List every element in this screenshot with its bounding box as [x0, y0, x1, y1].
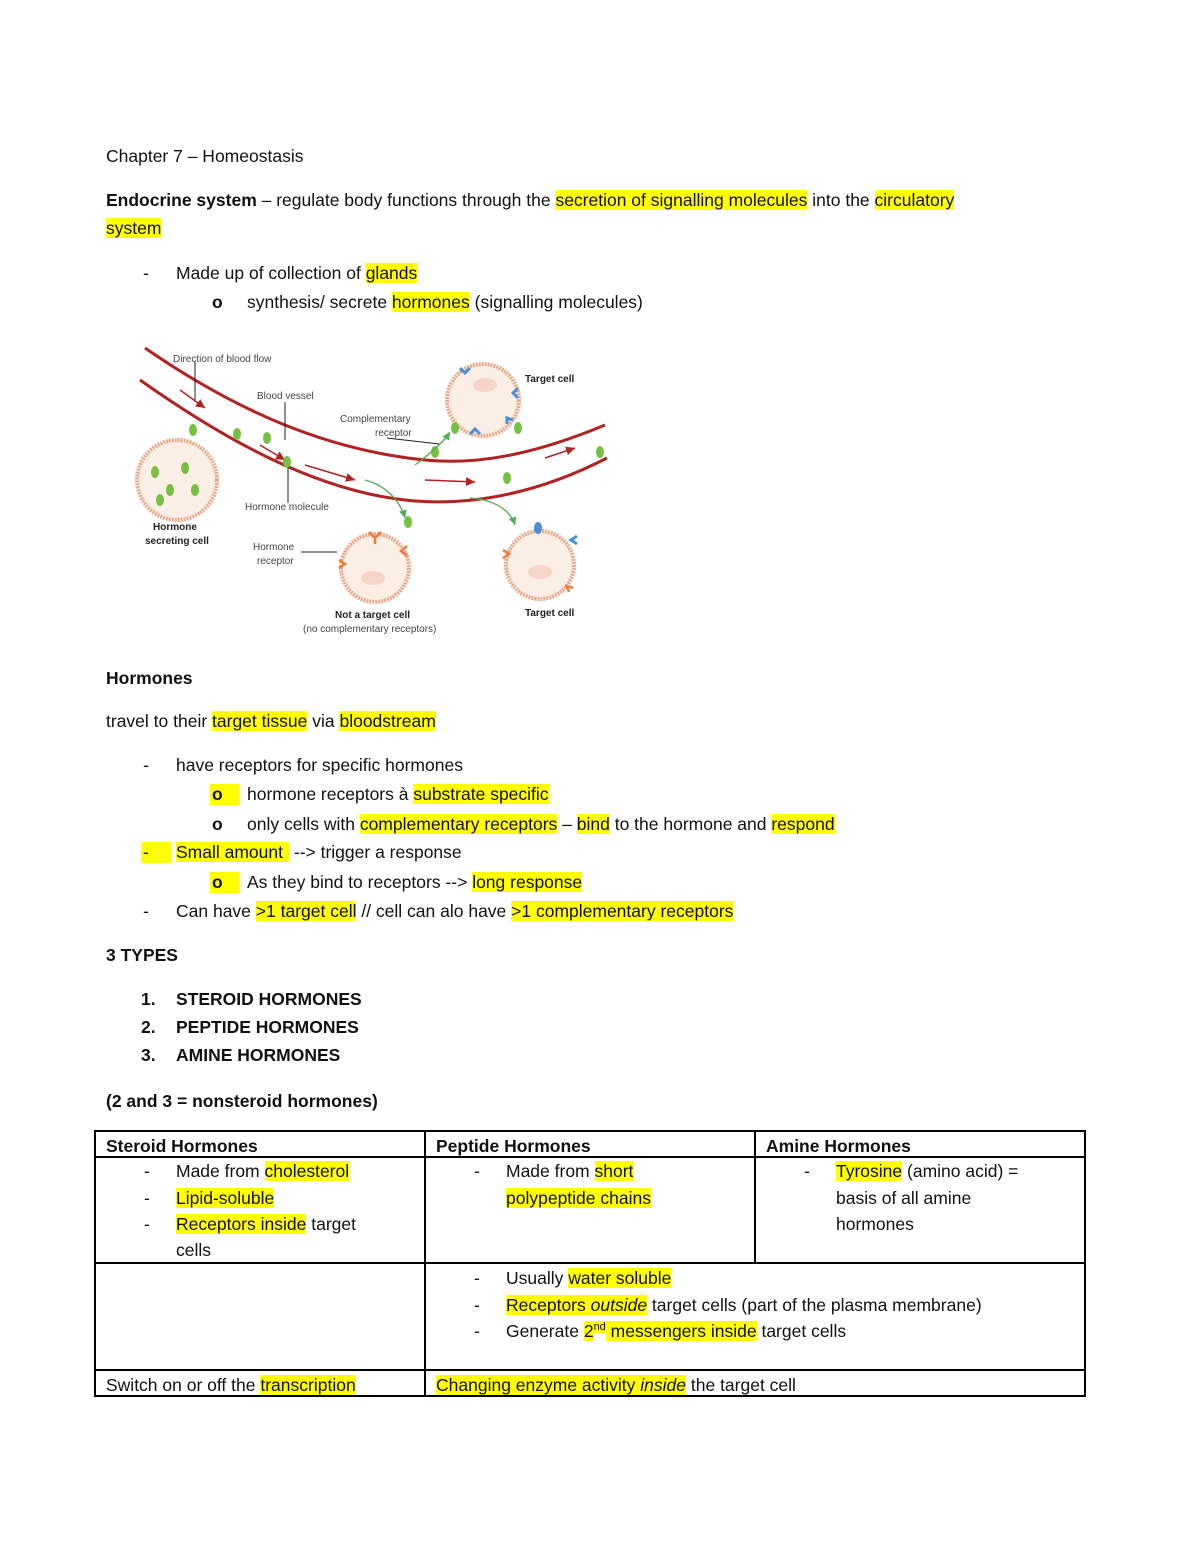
label-vessel: Blood vessel	[257, 391, 314, 402]
secrete-line: synthesis/ secrete hormones (signalling molecules)	[247, 292, 643, 312]
list-number: 1.	[141, 989, 156, 1009]
svg-text:receptor: receptor	[375, 428, 412, 439]
endocrine-definition-cont: system	[106, 218, 162, 238]
label-hormone-molecule: Hormone molecule	[245, 502, 329, 513]
header-peptide: Peptide Hormones	[425, 1131, 755, 1157]
types-heading: 3 TYPES	[106, 945, 178, 965]
small-amount-line: Small amount --> trigger a response	[176, 842, 462, 862]
label-receptor: Hormone	[253, 542, 295, 553]
cell-steroid-empty	[95, 1263, 425, 1370]
o-bullet: o	[212, 292, 223, 312]
list-item: AMINE HORMONES	[176, 1045, 341, 1065]
endocrine-term: Endocrine system	[106, 190, 257, 210]
receptors-line: have receptors for specific hormones	[176, 755, 463, 775]
hormone-secreting-cell	[137, 440, 217, 520]
endocrine-diagram	[125, 340, 615, 640]
list-item: PEPTIDE HORMONES	[176, 1017, 359, 1037]
list-number: 3.	[141, 1045, 156, 1065]
cell-peptide-props: - Made from short polypeptide chains	[425, 1157, 755, 1263]
endocrine-definition: Endocrine system – regulate body functions through the secretion of signalling molecules into the circulatory	[106, 190, 955, 210]
svg-text:receptor: receptor	[257, 556, 294, 567]
svg-text:secreting cell: secreting cell	[145, 536, 209, 547]
list-number: 2.	[141, 1017, 156, 1037]
table-row	[95, 1263, 1085, 1370]
complementary-line: only cells with complementary receptors – bind to the hormone and respond	[247, 814, 835, 834]
hormones-table	[94, 1130, 1086, 1397]
nonsteroid-note: (2 and 3 = nonsteroid hormones)	[106, 1091, 378, 1111]
header-steroid: Steroid Hormones	[95, 1131, 425, 1157]
label-direction: Direction of blood flow	[173, 354, 272, 365]
list-item: STEROID HORMONES	[176, 989, 362, 1009]
target-cell-line: Can have >1 target cell // cell can alo have >1 complementary receptors	[176, 901, 734, 921]
label-target-top: Target cell	[525, 374, 575, 385]
glands-line: Made up of collection of glands	[176, 263, 418, 283]
label-target-bottom: Target cell	[525, 608, 575, 619]
label-secreting-cell: Hormone	[153, 522, 197, 533]
dash-bullet: -	[143, 755, 149, 775]
label-comp-receptor: Complementary	[340, 414, 411, 425]
substrate-line: hormone receptors à substrate specific	[247, 784, 549, 804]
cell-steroid-action: Switch on or off the transcription	[95, 1370, 425, 1396]
header-amine: Amine Hormones	[755, 1131, 1085, 1157]
o-bullet: o	[212, 814, 223, 834]
cell-amine-props: - Tyrosine (amino acid) = basis of all amine hormones	[755, 1157, 1085, 1263]
page-title: Chapter 7 – Homeostasis	[106, 146, 304, 166]
table-row	[95, 1370, 1085, 1396]
o-bullet: o	[210, 872, 239, 893]
dash-bullet: -	[141, 842, 171, 863]
dash-bullet: -	[143, 263, 149, 283]
label-not-target: Not a target cell	[335, 610, 411, 621]
cell-nonsteroid-props: - Usually water soluble - Receptors outside target cells (part of the plasma membrane) - Generate 2nd messengers inside target cells	[425, 1263, 1085, 1370]
table-row	[95, 1131, 1085, 1157]
o-bullet: o	[210, 784, 239, 805]
long-response-line: As they bind to receptors --> long response	[247, 872, 583, 892]
non-target-cell	[341, 534, 409, 602]
hormones-heading: Hormones	[106, 668, 193, 688]
dash-bullet: -	[143, 901, 149, 921]
cell-steroid-props: - Made from cholesterol - Lipid-soluble - Receptors inside target cells	[95, 1157, 425, 1263]
table-row	[95, 1157, 1085, 1263]
hormones-travel-line: travel to their target tissue via bloodstream	[106, 711, 436, 731]
cell-nonsteroid-action: Changing enzyme activity inside the target cell	[425, 1370, 1085, 1396]
svg-text:(no complementary receptors): (no complementary receptors)	[303, 624, 437, 635]
